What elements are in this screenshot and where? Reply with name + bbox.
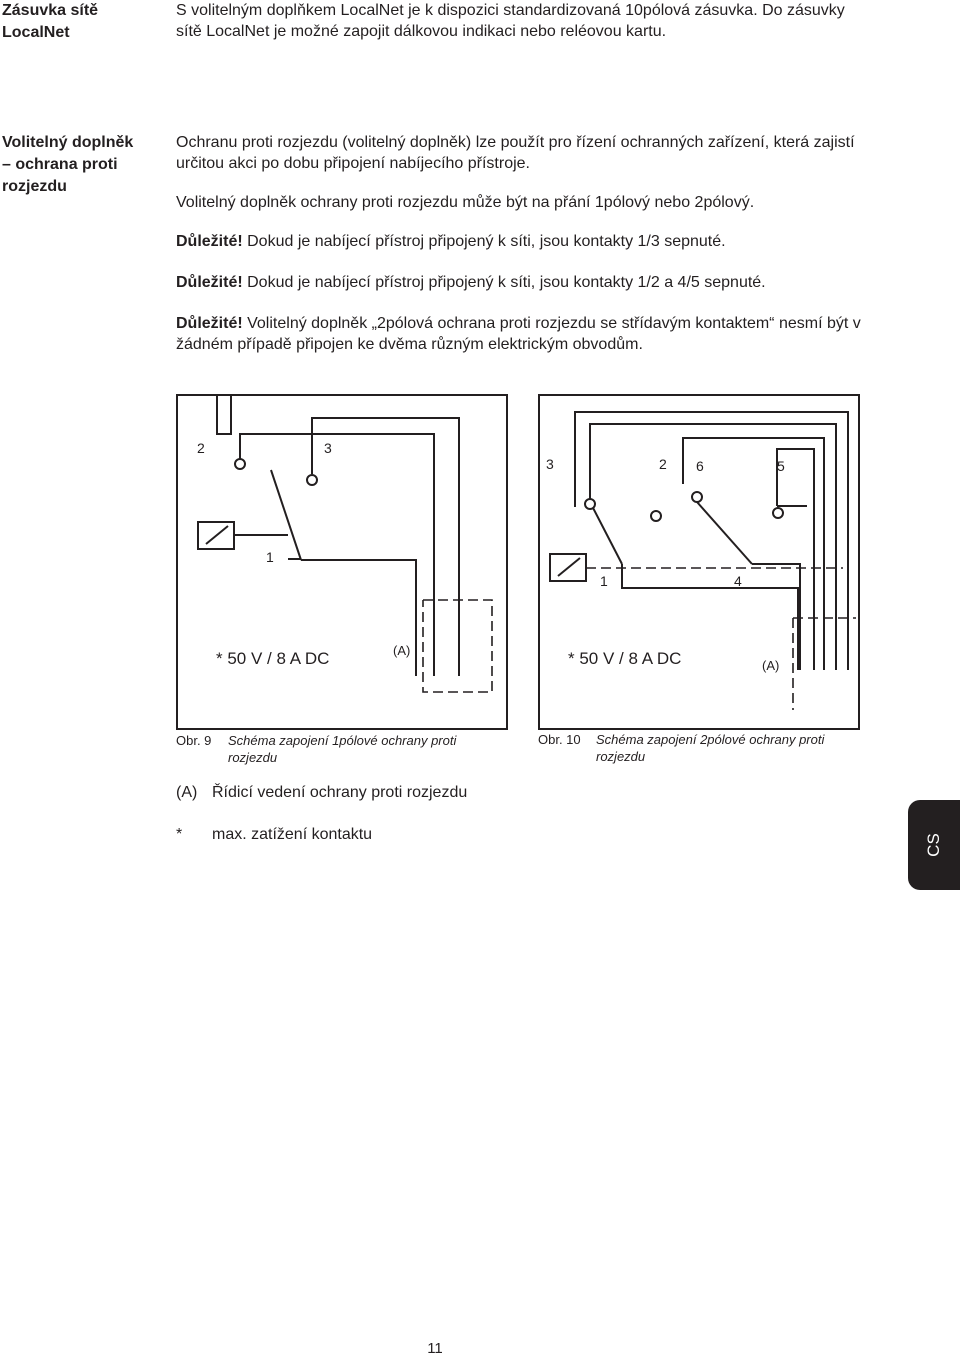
heading-line: Volitelný doplněk xyxy=(2,134,134,151)
contact-rating: * 50 V / 8 A DC xyxy=(568,649,682,668)
page-number: 11 xyxy=(427,1340,443,1357)
caption-label: Obr. 9 xyxy=(176,733,212,748)
terminal-label-3: 3 xyxy=(546,456,554,472)
language-tab-label: CS xyxy=(924,833,943,857)
heading-line: Zásuvka sítě xyxy=(2,2,99,19)
terminal-label-3: 3 xyxy=(324,440,332,456)
caption-text: rozjezdu xyxy=(596,749,646,764)
control-line-label: (A) xyxy=(393,643,411,658)
control-line-label: (A) xyxy=(762,658,780,673)
heading-line: – ochrana proti xyxy=(2,156,118,173)
note-text: Volitelný doplněk „2pólová ochrana proti rozjezdu se střídavým kontaktem“ nesmí být v žádném případě připojen ke dvěma různým elektrickým obvodům. xyxy=(176,315,861,353)
legend-text: max. zatížení kontaktu xyxy=(212,826,373,843)
heading-line: rozjezdu xyxy=(2,178,67,195)
heading-line: LocalNet xyxy=(2,24,70,41)
caption-text: Schéma zapojení 1pólové ochrany proti xyxy=(228,733,457,748)
caption-label: Obr. 10 xyxy=(538,732,581,747)
legend-text: Řídicí vedení ochrany proti rozjezdu xyxy=(212,784,468,801)
legend-symbol: * xyxy=(176,826,183,843)
caption-text: Schéma zapojení 2pólové ochrany proti xyxy=(596,732,825,747)
legend xyxy=(176,783,596,845)
note-text: Dokud je nabíjecí přístroj připojený k síti, jsou kontakty 1/3 sepnuté. xyxy=(242,233,726,250)
terminal-label-4: 4 xyxy=(734,573,742,589)
important-note xyxy=(176,272,866,293)
important-note xyxy=(176,231,866,252)
terminal-label-2: 2 xyxy=(197,440,205,456)
language-tab-text-wrap xyxy=(908,800,960,890)
legend-item xyxy=(176,825,596,845)
figure-10-schematic xyxy=(538,394,862,730)
language-tab xyxy=(908,800,960,890)
note-text: Dokud je nabíjecí přístroj připojený k síti, jsou kontakty 1/2 a 4/5 sepnuté. xyxy=(242,274,766,291)
paragraph: Ochranu proti rozjezdu (volitelný doplněk) lze použít pro řízení ochranných zařízení, která zajistí určitou akci po dobu připojení nabíjecího přístroje. xyxy=(176,134,855,172)
section-body-ochrana xyxy=(176,132,866,355)
contact-rating: * 50 V / 8 A DC xyxy=(216,649,330,668)
terminal-label-2: 2 xyxy=(659,456,667,472)
important-note xyxy=(176,313,866,355)
caption-text: rozjezdu xyxy=(228,750,278,765)
terminal-label-6: 6 xyxy=(696,458,704,474)
section-heading-localnet xyxy=(2,0,162,44)
important-label: Důležité! xyxy=(176,315,243,332)
paragraph: Volitelný doplněk ochrany proti rozjezdu může být na přání 1pólový nebo 2pólový. xyxy=(176,194,755,211)
section-body-localnet xyxy=(176,0,856,42)
figure-10-caption xyxy=(538,731,868,765)
paragraph: S volitelným doplňkem LocalNet je k dispozici standardizovaná 10pólová zásuvka. Do zásuvky sítě LocalNet je možné zapojit dálkovou indikaci nebo reléovou kartu. xyxy=(176,2,845,40)
terminal-label-1: 1 xyxy=(600,573,608,589)
terminal-label-1: 1 xyxy=(266,549,274,565)
legend-item xyxy=(176,783,596,803)
figure-9-caption xyxy=(176,732,506,766)
figure-9-schematic xyxy=(176,394,508,730)
important-label: Důležité! xyxy=(176,233,243,250)
section-heading-ochrana xyxy=(2,132,162,198)
terminal-label-5: 5 xyxy=(777,458,785,474)
important-label: Důležité! xyxy=(176,274,243,291)
legend-symbol: (A) xyxy=(176,784,198,801)
